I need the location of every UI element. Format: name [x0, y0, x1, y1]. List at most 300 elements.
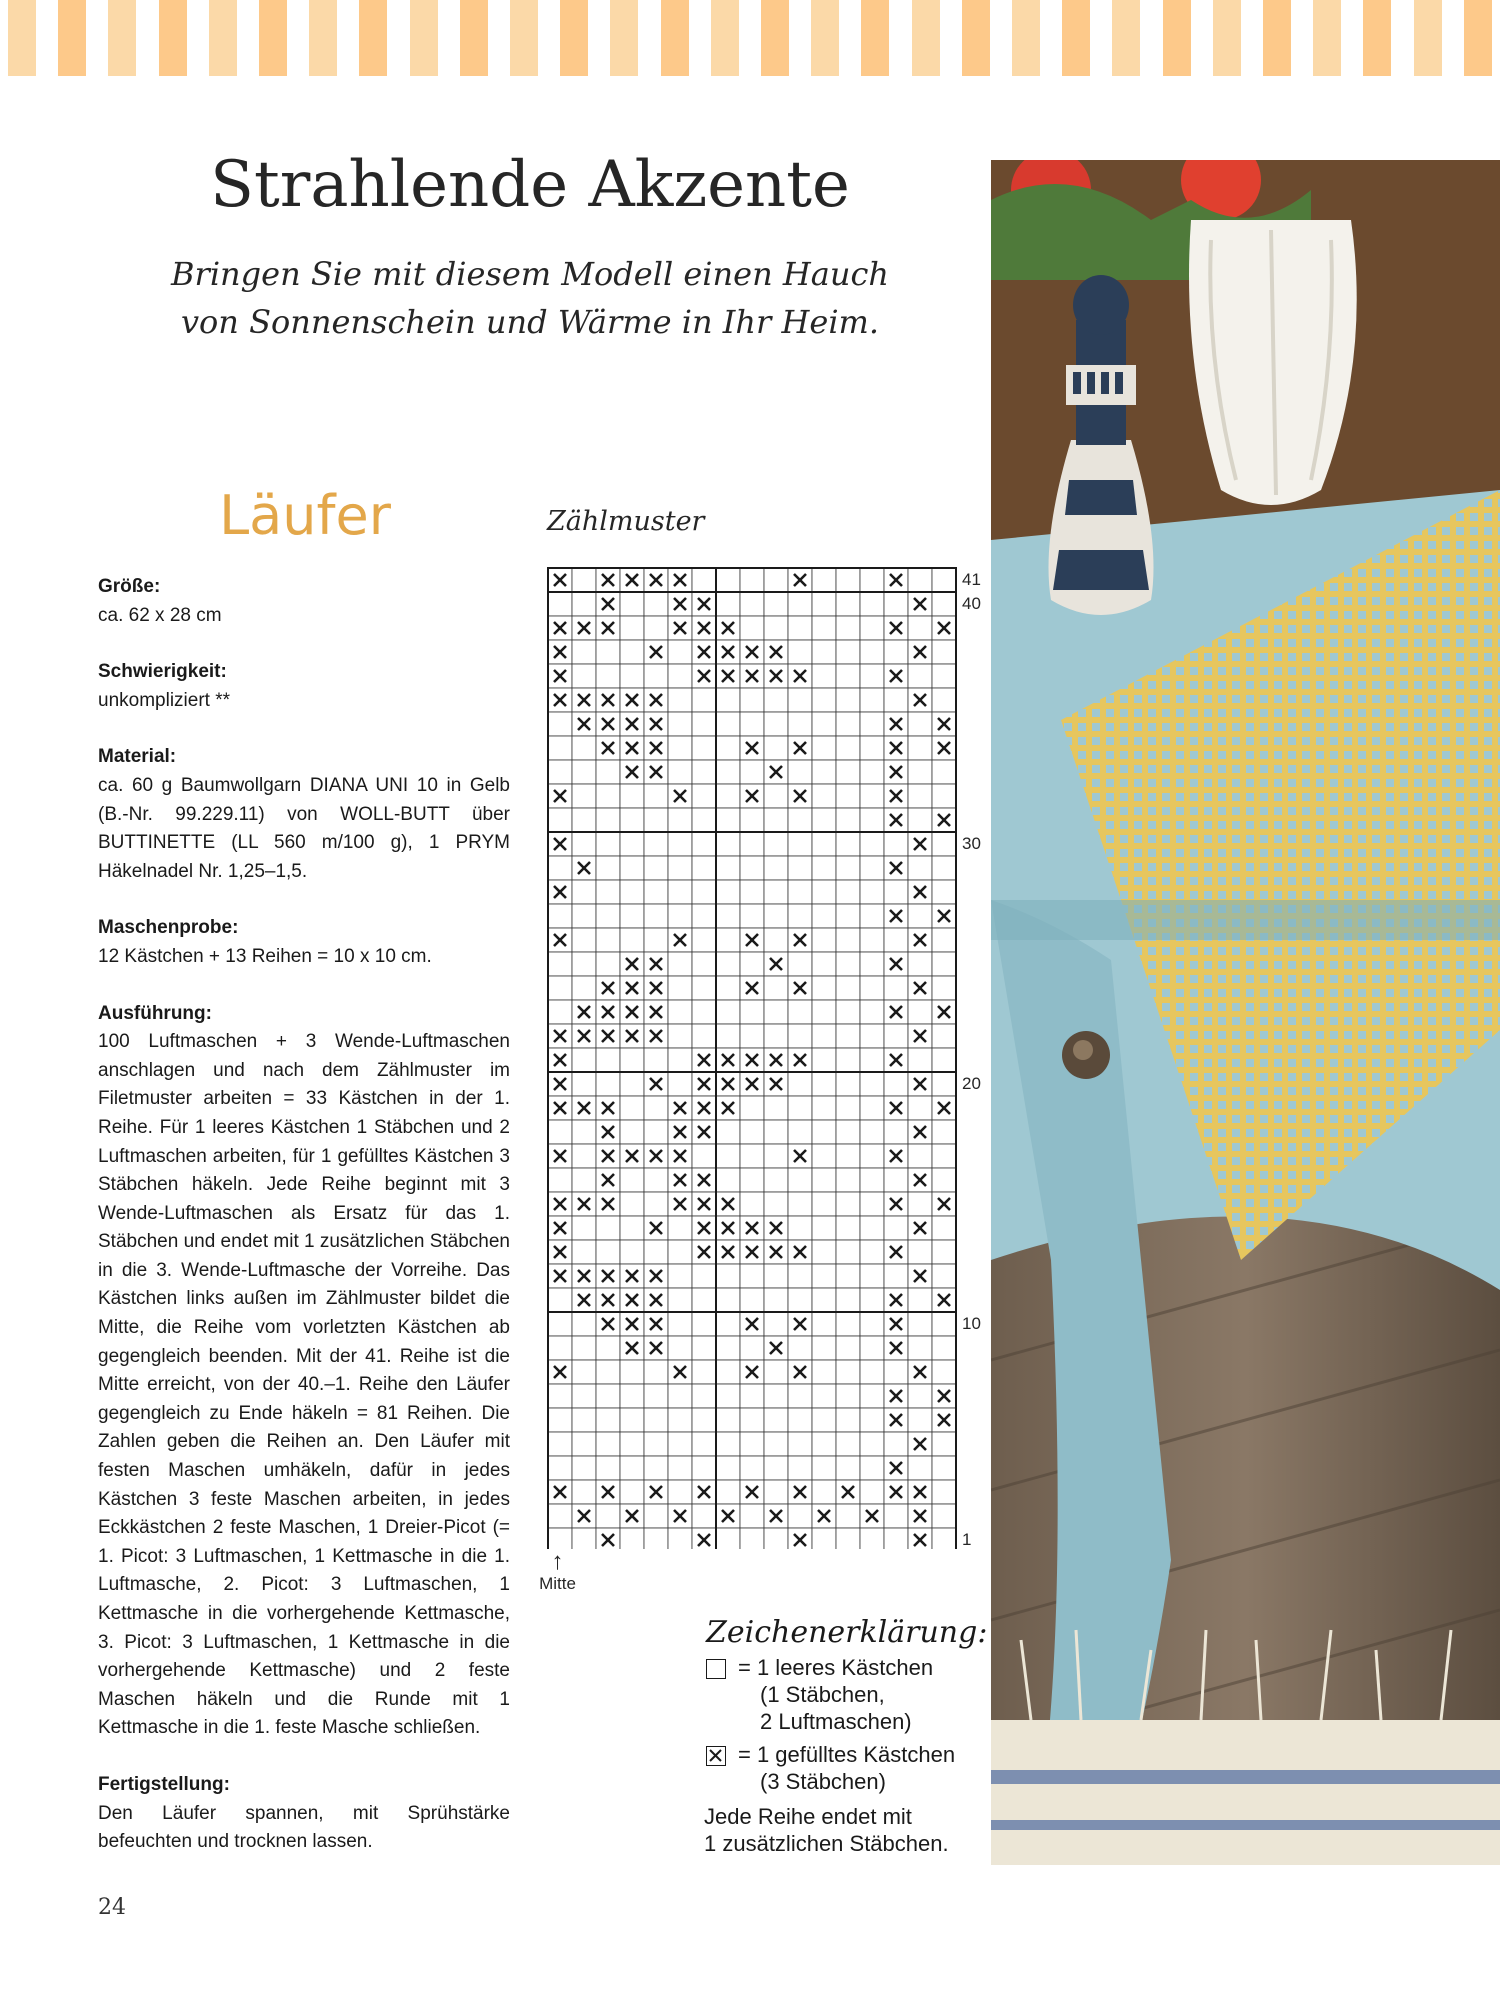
chart-cell	[836, 1048, 860, 1072]
chart-cell	[812, 1312, 836, 1336]
stripe	[1112, 0, 1140, 76]
chart-cell	[692, 1432, 716, 1456]
chart-cell	[716, 1408, 740, 1432]
chart-cell	[764, 880, 788, 904]
chart-cell	[908, 856, 932, 880]
chart-cell	[764, 856, 788, 880]
chart-cell	[668, 664, 692, 688]
chart-cell	[692, 1264, 716, 1288]
chart-cell	[572, 880, 596, 904]
chart-cell	[644, 1504, 668, 1528]
chart-cell	[620, 1216, 644, 1240]
chart-cell	[644, 784, 668, 808]
chart-cell	[692, 1336, 716, 1360]
chart-cell	[932, 1264, 956, 1288]
chart-cell	[932, 1240, 956, 1264]
chart-cell	[860, 1288, 884, 1312]
chart-cell	[740, 616, 764, 640]
chart-title: Zählmuster	[547, 506, 705, 537]
chart-cell	[836, 1432, 860, 1456]
chart-cell	[788, 616, 812, 640]
chart-cell	[620, 832, 644, 856]
chart-cell	[788, 904, 812, 928]
chart-cell	[932, 928, 956, 952]
chart-cell	[932, 760, 956, 784]
stripe	[359, 0, 387, 76]
chart-cell	[620, 616, 644, 640]
chart-cell	[740, 1408, 764, 1432]
chart-cell	[644, 1120, 668, 1144]
chart-cell	[596, 1504, 620, 1528]
chart-cell	[764, 1480, 788, 1504]
chart-cell	[932, 1456, 956, 1480]
chart-cell	[860, 952, 884, 976]
chart-cell	[764, 1168, 788, 1192]
chart-cell	[764, 736, 788, 760]
chart-cell	[932, 1480, 956, 1504]
chart-cell	[884, 1360, 908, 1384]
stripe	[1213, 0, 1241, 76]
chart-cell	[908, 568, 932, 592]
chart-cell	[740, 1024, 764, 1048]
chart-cell	[932, 688, 956, 712]
chart-cell	[908, 664, 932, 688]
chart-cell	[716, 1144, 740, 1168]
chart-cell	[620, 1384, 644, 1408]
chart-cell	[908, 1000, 932, 1024]
chart-cell	[884, 1168, 908, 1192]
chart-cell	[668, 1480, 692, 1504]
chart-cell	[836, 904, 860, 928]
chart-cell	[716, 1432, 740, 1456]
chart-cell	[860, 1216, 884, 1240]
chart-cell	[572, 1384, 596, 1408]
stripe	[1464, 0, 1492, 76]
chart-cell	[860, 1192, 884, 1216]
chart-cell	[836, 784, 860, 808]
chart-cell	[836, 1168, 860, 1192]
chart-cell	[764, 1264, 788, 1288]
chart-cell	[932, 664, 956, 688]
center-marker	[535, 1550, 580, 1594]
chart-cell	[812, 1384, 836, 1408]
chart-cell	[764, 1120, 788, 1144]
chart-cell	[692, 904, 716, 928]
chart-cell	[716, 1024, 740, 1048]
chart-cell	[764, 928, 788, 952]
chart-cell	[788, 1504, 812, 1528]
chart-cell	[740, 1456, 764, 1480]
chart-cell	[740, 856, 764, 880]
chart-cell	[812, 1408, 836, 1432]
chart-cell	[692, 736, 716, 760]
chart-cell	[836, 616, 860, 640]
chart-cell	[716, 1528, 740, 1549]
chart-cell	[764, 1024, 788, 1048]
subtitle-line: von Sonnenschein und Wärme in Ihr Heim.	[180, 303, 880, 341]
stripe	[861, 0, 889, 76]
product-photo	[991, 160, 1500, 1865]
chart-cell	[692, 1312, 716, 1336]
chart-cell	[812, 712, 836, 736]
chart-cell	[764, 808, 788, 832]
chart-cell	[644, 1432, 668, 1456]
chart-cell	[860, 976, 884, 1000]
chart-cell	[860, 1360, 884, 1384]
legend-title: Zeichenerklärung:	[706, 1615, 988, 1650]
chart-cell	[836, 1384, 860, 1408]
chart-cell	[572, 1240, 596, 1264]
chart-cell	[572, 1408, 596, 1432]
chart-cell	[668, 808, 692, 832]
row-number-label: 41	[962, 570, 981, 589]
chart-cell	[764, 1432, 788, 1456]
chart-cell	[668, 1528, 692, 1549]
chart-cell	[620, 856, 644, 880]
chart-cell	[740, 1120, 764, 1144]
chart-cell	[812, 664, 836, 688]
chart-cell	[812, 1216, 836, 1240]
chart-cell	[692, 856, 716, 880]
chart-cell	[596, 784, 620, 808]
chart-cell	[596, 1432, 620, 1456]
chart-cell	[788, 832, 812, 856]
chart-cell	[620, 1240, 644, 1264]
chart-cell	[788, 1120, 812, 1144]
chart-cell	[836, 1336, 860, 1360]
chart-cell	[620, 640, 644, 664]
chart-cell	[788, 1192, 812, 1216]
chart-cell	[764, 832, 788, 856]
chart-cell	[620, 1072, 644, 1096]
stripe	[711, 0, 739, 76]
chart-cell	[596, 1360, 620, 1384]
stripe	[8, 0, 36, 76]
info-block	[98, 573, 510, 630]
chart-cell	[668, 1216, 692, 1240]
chart-cell	[620, 592, 644, 616]
chart-cell	[572, 784, 596, 808]
chart-cell	[860, 712, 884, 736]
info-block	[98, 743, 510, 886]
chart-cell	[788, 880, 812, 904]
stripe	[108, 0, 136, 76]
stripe	[661, 0, 689, 76]
chart-cell	[908, 1288, 932, 1312]
chart-cell	[740, 1192, 764, 1216]
chart-cell	[836, 1264, 860, 1288]
chart-cell	[812, 1432, 836, 1456]
chart-cell	[860, 880, 884, 904]
chart-cell	[740, 1000, 764, 1024]
chart-cell	[620, 1096, 644, 1120]
chart-cell	[596, 1384, 620, 1408]
chart-cell	[644, 1240, 668, 1264]
row-number-label: 10	[962, 1314, 981, 1333]
chart-cell	[812, 928, 836, 952]
chart-cell	[788, 1096, 812, 1120]
chart-cell	[908, 760, 932, 784]
chart-cell	[740, 688, 764, 712]
chart-cell	[788, 1000, 812, 1024]
chart-cell	[908, 1312, 932, 1336]
chart-cell	[692, 928, 716, 952]
chart-cell	[644, 880, 668, 904]
chart-cell	[860, 736, 884, 760]
stripe	[1414, 0, 1442, 76]
chart-cell	[884, 1024, 908, 1048]
chart-cell	[836, 1528, 860, 1549]
chart-cell	[620, 1456, 644, 1480]
chart-cell	[812, 952, 836, 976]
chart-cell	[788, 640, 812, 664]
chart-cell	[692, 1504, 716, 1528]
chart-cell	[812, 1336, 836, 1360]
chart-cell	[692, 1408, 716, 1432]
info-block	[98, 914, 510, 971]
chart-cell	[836, 712, 860, 736]
chart-cell	[668, 1048, 692, 1072]
chart-cell	[884, 1120, 908, 1144]
chart-cell	[884, 1504, 908, 1528]
chart-cell	[572, 904, 596, 928]
chart-cell	[740, 904, 764, 928]
chart-cell	[836, 1192, 860, 1216]
chart-cell	[548, 1312, 572, 1336]
chart-cell	[836, 1360, 860, 1384]
chart-cell	[836, 592, 860, 616]
chart-cell	[572, 664, 596, 688]
chart-cell	[932, 1504, 956, 1528]
chart-cell	[908, 1240, 932, 1264]
chart-cell	[572, 1048, 596, 1072]
chart-cell	[548, 976, 572, 1000]
chart-cell	[596, 1336, 620, 1360]
chart-cell	[860, 664, 884, 688]
chart-cell	[812, 1240, 836, 1264]
chart-cell	[860, 1072, 884, 1096]
chart-cell	[932, 640, 956, 664]
chart-cell	[716, 1360, 740, 1384]
chart-cell	[812, 1192, 836, 1216]
chart-cell	[668, 904, 692, 928]
chart-cell	[764, 784, 788, 808]
chart-cell	[668, 1072, 692, 1096]
chart-cell	[860, 928, 884, 952]
chart-cell	[860, 856, 884, 880]
chart-cell	[932, 1216, 956, 1240]
chart-cell	[812, 784, 836, 808]
chart-cell	[812, 688, 836, 712]
chart-cell	[812, 1528, 836, 1549]
legend-note-line: Jede Reihe endet mit	[704, 1804, 912, 1829]
chart-cell	[908, 952, 932, 976]
instructions-column	[98, 573, 510, 1885]
stripe	[1012, 0, 1040, 76]
chart-cell	[644, 1456, 668, 1480]
chart-cell	[620, 928, 644, 952]
legend-empty-line: = 1 leeres Kästchen	[738, 1655, 934, 1680]
chart-cell	[692, 1000, 716, 1024]
chart-cell	[716, 1480, 740, 1504]
page-number: 24	[98, 1895, 126, 1920]
chart-cell	[836, 1144, 860, 1168]
chart-cell	[860, 1432, 884, 1456]
chart-cell	[572, 1120, 596, 1144]
legend-item-empty	[704, 1654, 984, 1735]
chart-cell	[860, 1144, 884, 1168]
chart-cell	[836, 976, 860, 1000]
chart-cell	[572, 928, 596, 952]
chart-cell	[668, 1000, 692, 1024]
chart-cell	[764, 976, 788, 1000]
chart-cell	[812, 1096, 836, 1120]
chart-cell	[860, 808, 884, 832]
chart-cell	[716, 760, 740, 784]
chart-cell	[692, 976, 716, 1000]
chart-cell	[812, 808, 836, 832]
chart-cell	[596, 880, 620, 904]
chart-cell	[740, 952, 764, 976]
chart-cell	[644, 1384, 668, 1408]
chart-cell	[716, 904, 740, 928]
chart-cell	[668, 1024, 692, 1048]
info-text: ca. 62 x 28 cm	[98, 604, 222, 626]
chart-cell	[620, 808, 644, 832]
chart-cell	[764, 616, 788, 640]
chart-cell	[836, 808, 860, 832]
chart-cell	[716, 952, 740, 976]
chart-cell	[596, 1240, 620, 1264]
chart-cell	[860, 1096, 884, 1120]
chart-cell	[836, 688, 860, 712]
chart-cell	[644, 1168, 668, 1192]
chart-cell	[836, 1216, 860, 1240]
chart-cell	[764, 1096, 788, 1120]
chart-cell	[908, 808, 932, 832]
chart-cell	[716, 808, 740, 832]
chart-cell	[644, 1408, 668, 1432]
chart-cell	[620, 1528, 644, 1549]
chart-cell	[836, 1240, 860, 1264]
chart-cell	[548, 1384, 572, 1408]
arrow-up-icon: ↑	[551, 1548, 564, 1575]
chart-cell	[620, 1408, 644, 1432]
chart-cell	[860, 568, 884, 592]
chart-cell	[860, 1408, 884, 1432]
chart-cell	[836, 640, 860, 664]
chart-cell	[740, 1096, 764, 1120]
chart-cell	[716, 1288, 740, 1312]
chart-cell	[764, 1288, 788, 1312]
chart-cell	[596, 664, 620, 688]
legend	[704, 1615, 988, 1857]
chart-cell	[812, 1480, 836, 1504]
chart-cell	[836, 760, 860, 784]
chart-cell	[836, 1408, 860, 1432]
legend-filled-line: (3 Stäbchen)	[760, 1769, 886, 1794]
chart-cell	[596, 928, 620, 952]
chart-cell	[716, 856, 740, 880]
chart-cell	[836, 568, 860, 592]
chart-cell	[620, 1048, 644, 1072]
center-label: Mitte	[539, 1574, 576, 1593]
chart-cell	[716, 880, 740, 904]
chart-cell	[788, 1072, 812, 1096]
stripe	[1263, 0, 1291, 76]
chart-cell	[740, 760, 764, 784]
chart-cell	[884, 688, 908, 712]
chart-cell	[860, 1336, 884, 1360]
chart-cell	[860, 1312, 884, 1336]
chart-cell	[908, 1384, 932, 1408]
chart-cell	[716, 1000, 740, 1024]
stripe	[460, 0, 488, 76]
chart-cell	[932, 1120, 956, 1144]
chart-cell	[908, 1408, 932, 1432]
chart-cell	[884, 1528, 908, 1549]
chart-cell	[836, 1312, 860, 1336]
info-label: Maschenprobe:	[98, 917, 239, 939]
chart-cell	[692, 1456, 716, 1480]
chart-cell	[716, 1312, 740, 1336]
legend-item-filled	[704, 1741, 984, 1795]
chart-cell	[788, 1264, 812, 1288]
chart-cell	[884, 592, 908, 616]
stripe	[560, 0, 588, 76]
chart-cell	[812, 1360, 836, 1384]
chart-cell	[548, 1168, 572, 1192]
chart-cell	[668, 880, 692, 904]
chart-cell	[788, 1024, 812, 1048]
chart-cell	[620, 1432, 644, 1456]
chart-cell	[764, 1384, 788, 1408]
chart-cell	[884, 880, 908, 904]
chart-cell	[932, 832, 956, 856]
chart-cell	[740, 832, 764, 856]
chart-cell	[860, 832, 884, 856]
chart-cell	[764, 712, 788, 736]
chart-cell	[860, 760, 884, 784]
chart-cell	[788, 688, 812, 712]
chart-cell	[548, 1000, 572, 1024]
subtitle-line: Bringen Sie mit diesem Modell einen Hauch	[171, 255, 889, 293]
info-label: Schwierigkeit:	[98, 661, 227, 683]
chart-cell	[644, 1360, 668, 1384]
info-text: unkompliziert **	[98, 689, 230, 711]
chart-cell	[668, 1240, 692, 1264]
chart-cell	[812, 904, 836, 928]
chart-cell	[908, 616, 932, 640]
chart-cell	[932, 1048, 956, 1072]
chart-cell	[836, 1456, 860, 1480]
chart-cell	[908, 784, 932, 808]
chart-cell	[620, 664, 644, 688]
chart-cell	[596, 1048, 620, 1072]
chart-cell	[572, 1360, 596, 1384]
chart-cell	[860, 1384, 884, 1408]
stripe	[1313, 0, 1341, 76]
chart-cell	[668, 1264, 692, 1288]
chart-cell	[596, 640, 620, 664]
chart-cell	[716, 592, 740, 616]
chart-cell	[812, 1264, 836, 1288]
chart-cell	[548, 1456, 572, 1480]
chart-cell	[860, 1528, 884, 1549]
chart-cell	[692, 1384, 716, 1408]
chart-cell	[692, 712, 716, 736]
row-number-label: 40	[962, 594, 981, 613]
